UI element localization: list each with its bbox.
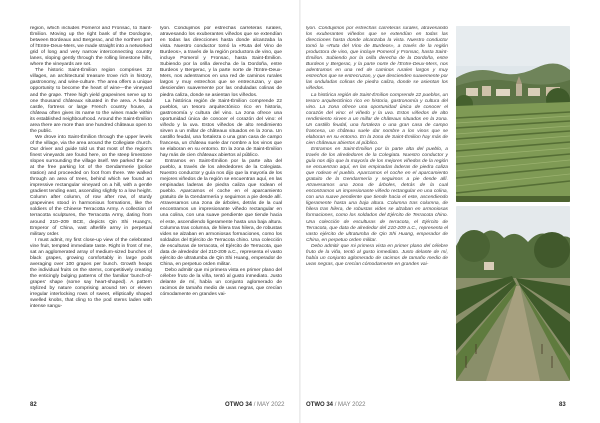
article-column-spanish-a <box>160 26 282 398</box>
footer-date: / MAY 2022 <box>334 402 366 408</box>
page-number-left: 82 <box>30 402 37 408</box>
vineyard-village-illustration <box>456 26 570 202</box>
vineyard-village-photo <box>456 26 570 202</box>
paragraph: Entramos en Saint-Émilion por la parte alta del pueblo, a través de los alrededores de la Colegiata. Nuestro conductor y guía nos dijo que la mayoría de los mejores viñedos de la región se encuentran aquí, en las empinadas laderas de piedra caliza que rodean el pueblo. Aparcamos el coche en el aparcamiento gratuito de la Gendarmería y seguimos a pie desde allí. Atravesamos una zona de árboles, detrás de la cual encontramos un impresionante viñedo rectangular en una colina, con una suave pendiente que tiende hacia el este, ascendiendo ligeramente hasta una baja altura. Columna tras columna, de hilera tras hilera, de robustas vides se alzaban en armoniosas formaciones, como los soldados del Ejército de Terracota chino. Una colección de esculturas de terracota, el Ejército de Terracota, que data de alrededor del 210-209 a.C., representa el vasto ejército de ultratumba de Qin Shi Huang, emperador de China, en perpetuo orden militar. <box>306 146 448 243</box>
footer-date: / MAY 2022 <box>253 402 285 408</box>
paragraph: Entramos en Saint-Émilion por la parte alta del pueblo, a través de los alrededores de la Colegiata. Nuestro conductor y guía nos dijo que la mayoría de los mejores viñedos de la región se encuentran aquí, en las empinadas laderas de piedra caliza que rodean el pueblo. Aparcamos el coche en el aparcamiento gratuito de la Gendarmería y seguimos a pie desde allí. Atravesamos una zona de árboles, detrás de la cual encontramos un impresionante viñedo rectangular en una colina, con una suave pendiente que tiende hacia el este, ascendiendo ligeramente hasta una baja altura. Columna tras columna, de hilera tras hilera, de robustas vides se alzaban en armoniosas formaciones, como los soldados del Ejército de Terracota chino. Una colección de esculturas de terracota, el Ejército de Terracota, que data de alrededor del 210-209 a.C., representa el vasto ejército de ultratumba de Qin Shi Huang, emperador de China, en perpetuo orden militar. <box>160 159 282 267</box>
vineyard-rows-photo <box>456 206 570 381</box>
page-number-right: 83 <box>559 402 566 408</box>
paragraph: region, which includes Pomerol and Fronsac, to Saint-Émilion. Moving up the right bank of the Dordogne, between Bordeaux and Bergerac, and the northern part of l'Entre-Deux-Mers, we made straight into a networked grid of long and very narrow interconnecting country lanes, sloping gently through the rolling limestone hills, where the vineyards are set. <box>30 26 152 68</box>
vineyard-rows-illustration <box>456 206 570 381</box>
paragraph: lyon. Condujimos por estrechas carreteras rurales, atravesando los exuberantes viñedos que se extendían en todas las direcciones hasta donde alcanzaba la vista. Nuestro conductor tomó la «Ruta del Vino de Burdeos», a través de la región productora de vino, que incluye Pomerol y Fronsac, hasta Saint-Émilion. Subiendo por la orilla derecha de la Dordoña, entre Burdeos y Bergerac, y la parte norte de l'Entre-Deux-Mers, nos adentramos en una red de caminos rurales largos y muy estrechos que se entrecruzan, y que descienden suavemente por las onduladas colinas de piedra caliza, donde se asientan los viñedos. <box>306 26 448 92</box>
paragraph: The historic Saint-Émilion region comprises 22 villages, an architectural treasure trove rich in history, gastronomy, and wine-culture. The area offers a unique opportunity to become the heart of wine—the vineyard and the grape. Three high yield grapevines serve up to one thousand châteaux situated in the area. A feudal castle, fortress or large French country house, a château often gives its name to the wines made within its established neighbourhood. Around the Saint-Émilion area there are more than one hundred châteaux open to the public. <box>30 68 152 134</box>
paragraph: Debo admitir que mi primera vista en primer plano del célebre fruto de la viña, tentó al gusto inmediato. Justo delante de mí, había un conjunto aglomerado de racimos de tamaño medio de uvas negras, que crecían cómodamente en grandes vai- <box>160 267 282 298</box>
paragraph: I must admit, my first close-up view of the celebrated vine fruit, tempted immediate taste. Right in front of me, sat an agglomerated array of medium-sized bunches of black grapes, growing comfortably in large pods averaging over 100 grapes per bunch. Growth heaps the individual fruits on the stems, competitively creating the enticingly bulging patterns of the familiar 'bunch-of-grapes' shape (some say heart-shaped). A pattern stylized by nature comprising around ten or eleven irregular interlocking rows of sweet, elliptically shaped swelled knobs, that cling to the pod stems laden with intense sangu- <box>30 237 152 310</box>
article-column-english <box>30 26 152 398</box>
paragraph: Debo admitir que mi primera vista en primer plano del célebre fruto de la viña, tentó al gusto inmediato. Justo delante de mí, había un conjunto aglomerado de racimos de tamaño medio de uvas negras, que crecían cómodamente en grandes vai- <box>306 243 448 267</box>
paragraph: We drove into Saint-Émilion through the upper levels of the village, via the area around the Collegiate church. Our driver and guide told us that most of the region's finest vineyards are found here, on the steep limestone slopes surrounding the village itself. We parked the car at the free parking lot of the Gendarmerie (police station) and proceeded on foot from there. We walked through an area of trees, behind which we found an impressive rectangular vineyard on a hill, with a gentle gradient tending east, ascending slightly to a low height. Column after column, of row after row, of sturdy grapevines stood in harmonious formations, like the soldiers of the Chinese Terracotta Army. A collection of terracotta sculptures, the Terracotta Army, dating from around 210–209 BCE, depicts Qin Shi Huang's, Emperor of China, vast afterlife army in perpetual military order. <box>30 134 152 237</box>
paragraph: La histórica región de Saint-Émilion comprende 22 pueblos, un tesoro arquitectónico rico en historia, gastronomía y cultura del vino. La zona ofrece una oportunidad única de conocer el corazón del vino: el viñedo y la uva. Estos viñedos de alto rendimiento sirven a un millar de châteaux situados en la zona. Un castillo feudal, una fortaleza o una gran casa de campo francesa, un château suele dar nombre a los vinos que se elaboran en su entorno. En la zona de Saint-Émilion hay más de cien châteaux abiertos al público. <box>306 92 448 146</box>
footer-right <box>306 401 365 409</box>
page-gutter <box>299 0 301 423</box>
footer-left <box>225 401 284 409</box>
paragraph: La histórica región de Saint-Émilion comprende 22 pueblos, un tesoro arquitectónico rico en historia, gastronomía y cultura del vino. La zona ofrece una oportunidad única de conocer el corazón del vino: el viñedo y la uva. Estos viñedos de alto rendimiento sirven a un millar de châteaux situados en la zona. Un castillo feudal, una fortaleza o una gran casa de campo francesa, un château suele dar nombre a los vinos que se elaboran en su entorno. En la zona de Saint-Émilion hay más de cien châteaux abiertos al público. <box>160 98 282 158</box>
footer-magazine: OTWO 34 <box>225 402 253 408</box>
footer-magazine: OTWO 34 <box>306 402 334 408</box>
paragraph: lyon. Condujimos por estrechas carreteras rurales, atravesando los exuberantes viñedos que se extendían en todas las direcciones hasta donde alcanzaba la vista. Nuestro conductor tomó la «Ruta del Vino de Burdeos», a través de la región productora de vino, que incluye Pomerol y Fronsac, hasta Saint-Émilion. Subiendo por la orilla derecha de la Dordoña, entre Burdeos y Bergerac, y la parte norte de l'Entre-Deux-Mers, nos adentramos en una red de caminos rurales largos y muy estrechos que se entrecruzan, y que descienden suavemente por las onduladas colinas de piedra caliza, donde se asientan los viñedos. <box>160 26 282 98</box>
article-column-spanish-b <box>306 26 448 398</box>
